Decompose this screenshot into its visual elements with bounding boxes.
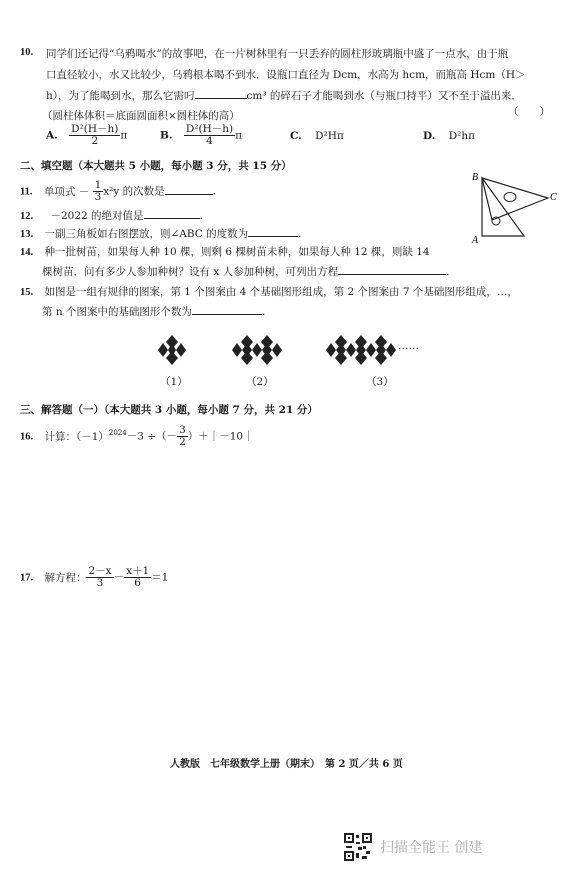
q14-line2: 棵树苗．问有多少人参加种树？设有 x 人参加种树，可列出方程 . (42, 266, 450, 278)
q10-option-d[interactable]: D. D²hπ (423, 130, 476, 142)
pattern-ellipsis: …… (398, 340, 419, 352)
q15-line1: 15. 如图是一组有规律的图案，第 1 个图案由 4 个基础图形组成，第 2 个图案由 7 个基础图形组成，…， (20, 286, 518, 298)
page-footer: 人教版 七年级数学上册（期末） 第 2 页／共 6 页 (170, 759, 403, 770)
q10-number: 10. (20, 47, 34, 58)
pattern-figure-1 (150, 334, 194, 366)
q15-line2: 第 n 个图案中的基础图形个数为 . (42, 306, 266, 318)
pattern-caption-2: （2） (246, 376, 274, 388)
q10-answer-blank[interactable] (195, 98, 247, 99)
section-3-heading: 三、解答题（一）（本大题共 3 小题，每小题 7 分，共 21 分） (20, 404, 318, 416)
pattern-caption-1: （1） (160, 376, 188, 388)
qr-code-icon (344, 833, 372, 861)
q13: 13. 一副三角板如右图摆放，则∠ABC 的度数为 . (20, 228, 302, 240)
q10-option-b[interactable]: B. $\frac{\text{D²(H－h)}}{4}$ π (160, 123, 243, 147)
q14-line1: 14. 种一批树苗，如果每人种 10 棵，则剩 6 棵树苗未种，如果每人种 12 棵，则缺 14 (20, 246, 430, 258)
q12-answer-blank[interactable] (144, 218, 200, 219)
pattern-figure-2 (228, 334, 288, 366)
pattern-figure-3 (324, 334, 396, 366)
q10-line1: 同学们还记得“乌鸦喝水”的故事吧，在一片树林里有一只丢弃的圆柱形玻璃瓶中盛了一点水，由于瓶 (46, 48, 509, 60)
q10-answer-bracket[interactable]: （ ） (508, 106, 550, 118)
pattern-caption-3: （3） (366, 376, 394, 388)
q10-line2: 口直径较小，水又比较少，乌鸦根本喝不到水．设瓶口直径为 Dcm，水高为 hcm，而瓶高 Hcm（H＞ (46, 69, 526, 81)
section-2-heading: 二、填空题（本大题共 5 小题，每小题 3 分，共 15 分） (20, 160, 292, 172)
label-c: C (550, 192, 557, 203)
q17: 17. 解方程： $\frac{2-x}{3}$ － $\frac{x+1}{6}$ ＝1 (20, 565, 169, 589)
q16: 16. 计算：$(-1)^{2024}-3$ ÷（－ $\frac{3}{2}$ ）＋｜－10｜ (20, 424, 254, 448)
label-a: A (472, 235, 479, 246)
q10-option-c[interactable]: C. D²Hπ (290, 130, 344, 142)
q14-answer-blank[interactable] (338, 274, 446, 275)
triangle-upper-hole (504, 193, 516, 202)
q10-formula-note: （圆柱体体积＝底面圆面积×圆柱体的高） (42, 110, 240, 122)
q11-answer-blank[interactable] (165, 194, 213, 195)
q15-answer-blank[interactable] (192, 314, 262, 315)
triangle-ruler-figure (470, 170, 562, 250)
label-b: B (472, 172, 479, 183)
q10-line3: h），为了能喝到水，那么它需叼 cm³ 的碎石子才能喝到水（与瓶口持平）又不至于溢出来． (46, 90, 522, 102)
q10-option-a[interactable]: A. $\frac{\text{D²(H－h)}}{2}$ π (46, 123, 128, 147)
q11: 11. 单项式 － $\frac{1}{3}$ x²y 的次数是 . (20, 179, 217, 203)
q13-answer-blank[interactable] (248, 236, 298, 237)
q12: 12. －2022 的绝对值是 . (20, 210, 203, 222)
scanner-watermark: 扫描全能王 创建 (380, 840, 483, 856)
